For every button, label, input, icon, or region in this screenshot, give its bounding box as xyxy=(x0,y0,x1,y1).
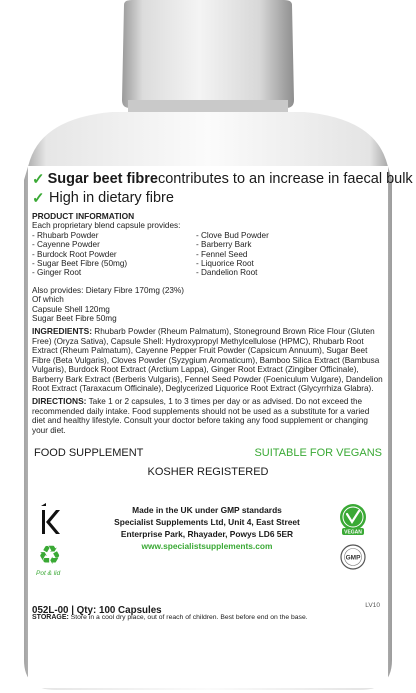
lv-code: LV10 xyxy=(365,601,380,609)
list-item: - Sugar Beet Fibre (50mg) xyxy=(32,259,128,269)
checkmark-icon: ✓ xyxy=(32,190,45,207)
ingredients-heading: INGREDIENTS: xyxy=(32,326,93,337)
maker-line-2: Specialist Supplements Ltd, Unit 4, East Street xyxy=(114,516,300,527)
recycle-icon: ♻ xyxy=(38,539,62,570)
maker-info xyxy=(82,504,332,552)
list-item: - Rhubarb Powder xyxy=(32,230,99,240)
product-information xyxy=(32,212,384,323)
maker-line-1: Made in the UK under GMP standards xyxy=(132,504,282,515)
of-which: Of which xyxy=(32,295,64,305)
sugar-beet-fibre: Sugar Beet Fibre 50mg xyxy=(32,314,117,324)
kosher-label: KOSHER REGISTERED xyxy=(147,465,269,478)
gmp-badge-icon xyxy=(340,544,366,570)
logos-area xyxy=(32,502,384,616)
food-supplement-label: FOOD SUPPLEMENT xyxy=(34,446,144,459)
capsule-shell: Capsule Shell 120mg xyxy=(32,304,110,314)
list-item: - Ginger Root xyxy=(32,268,82,278)
list-item: - Fennel Seed xyxy=(196,249,248,259)
checkmark-icon: ✓ xyxy=(32,171,45,188)
list-item: - Liquorice Root xyxy=(196,259,254,269)
claim-fibre-bulk xyxy=(32,170,413,189)
website-url: www.specialistsupplements.com xyxy=(141,540,273,551)
storage-text: Store in a cool dry place, out of reach of children. Best before end on the base. xyxy=(68,613,308,621)
list-item: - Barberry Bark xyxy=(196,240,252,250)
list-item: - Clove Bud Powder xyxy=(196,230,269,240)
vegan-badge-text: VEGAN xyxy=(344,529,362,536)
pot-lid-label: Pot & lid xyxy=(36,569,61,577)
maker-line-3: Enterprise Park, Rhayader, Powys LD6 5ER xyxy=(120,528,294,539)
ingredients-block xyxy=(32,327,384,393)
vegan-badge-icon xyxy=(338,502,368,536)
claim-bold: Sugar beet fibre xyxy=(47,171,158,187)
ingredient-column-1 xyxy=(32,231,196,278)
list-item: - Dandelion Root xyxy=(196,268,258,278)
product-code: 052L-00 | Qty: 100 Capsules xyxy=(32,604,162,616)
claim-high-fibre xyxy=(32,189,384,208)
list-item: - Burdock Root Powder xyxy=(32,249,117,259)
ingredient-columns xyxy=(32,231,384,278)
ingredient-column-2 xyxy=(196,231,269,278)
gmp-badge-text: GMP xyxy=(345,554,361,562)
suitable-vegans-label: SUITABLE FOR VEGANS xyxy=(254,446,382,459)
directions-block xyxy=(32,397,384,435)
ingredients-text: Rhubarb Powder (Rheum Palmatum), Stoneground Brown Rice Flour (Gluten Free) (Oryza Sativa), Capsule Shell: Hydroxypropyl Methylcellulose (HPMC), Rhubarb Root Extract (Rheum Palmatum), Cayenne Pepper Fruit Powder (Capsicum Annuum), Sugar Beet Fibre (Beta Vulgaris), Cloves Powder (Syzygium Aromaticum), Bamboo Silica Extract (Bambusa Vulgaris), Burdock Root Extract (Arctium Lappa), Ginger Root Extract (Zingiber Officinale), Barberry Bark Extract (Berberis Vulgaris), Fennel Seed Powder (Foeniculum Vulgare), Dandelion Root Extract (Taraxacum Officinale), Deglycerized Liquorice Root Extract (Glycyrrhiza Glabra). xyxy=(32,327,383,393)
product-label xyxy=(32,170,413,621)
also-provides: Also provides: Dietary Fibre 170mg (23%) xyxy=(32,285,184,295)
k-logo-icon xyxy=(40,502,64,536)
product-info-heading: PRODUCT INFORMATION xyxy=(32,211,135,221)
storage-heading: STORAGE: xyxy=(32,613,69,621)
directions-text: Take 1 or 2 capsules, 1 to 3 times per day or as advised. Do not exceed the recommended daily intake. Food supplements should not be used as a substitute for a varied diet and healthy lifestyle. Consult your doctor before taking any food supplement or changing your diet. xyxy=(32,397,370,435)
claim-text: High in dietary fibre xyxy=(49,190,174,206)
directions-heading: DIRECTIONS: xyxy=(32,396,87,407)
list-item: - Cayenne Powder xyxy=(32,240,100,250)
claim-text: contributes to an increase in faecal bulk xyxy=(157,171,413,187)
product-info-intro: Each proprietary blend capsule provides: xyxy=(32,221,181,231)
supplement-row xyxy=(32,447,384,459)
